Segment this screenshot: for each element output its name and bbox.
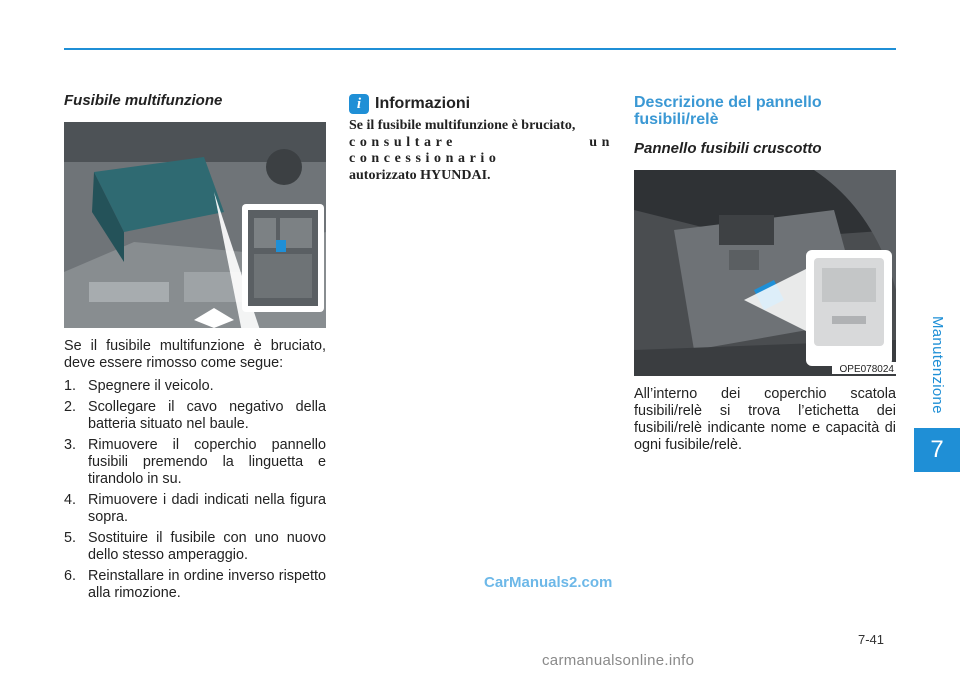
step-number: 4. — [64, 492, 77, 508]
multifunction-fuse-intro: Se il fusibile multifunzione è bruciato, deve essere rimosso come segue: — [64, 338, 326, 371]
multifunction-fuse-heading: Fusibile multifunzione — [64, 92, 223, 109]
right-column — [634, 94, 896, 460]
figure-code: OPE078024 — [839, 364, 894, 375]
step-number: 2. — [64, 399, 77, 415]
list-item — [64, 437, 326, 488]
watermark: CarManuals2.com — [484, 574, 613, 591]
top-rule — [64, 48, 896, 50]
site-mark: carmanualsonline.info — [542, 652, 695, 669]
list-item — [64, 530, 326, 564]
info-column — [349, 94, 614, 184]
step-text: Spegnere il veicolo. — [88, 378, 214, 394]
step-number: 1. — [64, 378, 77, 394]
info-title: Informazioni — [375, 95, 471, 112]
engine-bay-photo — [64, 122, 326, 328]
info-text — [349, 118, 614, 184]
heading-line-2: fusibili/relè — [634, 111, 719, 128]
removal-steps — [64, 378, 326, 602]
step-text: Rimuovere il coperchio pannello fusibili premendo la linguetta e tirandolo in su. — [88, 437, 326, 487]
step-text: Scollegare il cavo negativo della batteria situato nel baule. — [88, 399, 326, 432]
list-item — [64, 399, 326, 433]
info-line-2: consultare un concessionario — [349, 134, 614, 166]
step-text: Rimuovere i dadi indicati nella figura sopra. — [88, 492, 326, 525]
step-text: Reinstallare in ordine inverso rispetto alla rimozione. — [88, 568, 326, 601]
fuse-panel-description-heading — [634, 94, 896, 128]
section-label: Manutenzione — [929, 316, 946, 414]
info-line-3: autorizzato HYUNDAI. — [349, 167, 491, 183]
list-item — [64, 568, 326, 602]
left-column — [64, 92, 326, 606]
info-line-1: Se il fusibile multifunzione è bruciato, — [349, 118, 576, 133]
info-header — [349, 94, 614, 114]
dashboard-fuse-panel-heading: Pannello fusibili cruscotto — [634, 140, 822, 157]
page-number: 7-41 — [858, 632, 885, 647]
info-icon: i — [349, 94, 369, 114]
dashboard-fuse-panel-photo — [634, 170, 896, 376]
step-number: 6. — [64, 568, 77, 584]
list-item — [64, 378, 326, 395]
heading-line-1: Descrizione del pannello — [634, 94, 822, 111]
step-number: 3. — [64, 437, 77, 453]
step-text: Sostituire il fusibile con uno nuovo dello stesso amperaggio. — [88, 530, 326, 563]
step-number: 5. — [64, 530, 77, 546]
chapter-tab: 7 — [914, 428, 960, 472]
list-item — [64, 492, 326, 526]
fuse-label-description: All’interno dei coperchio scatola fusibili/relè si trova l’etichetta dei fusibili/relè indicante nome e capacità di ogni fusibile/relè. — [634, 386, 896, 453]
